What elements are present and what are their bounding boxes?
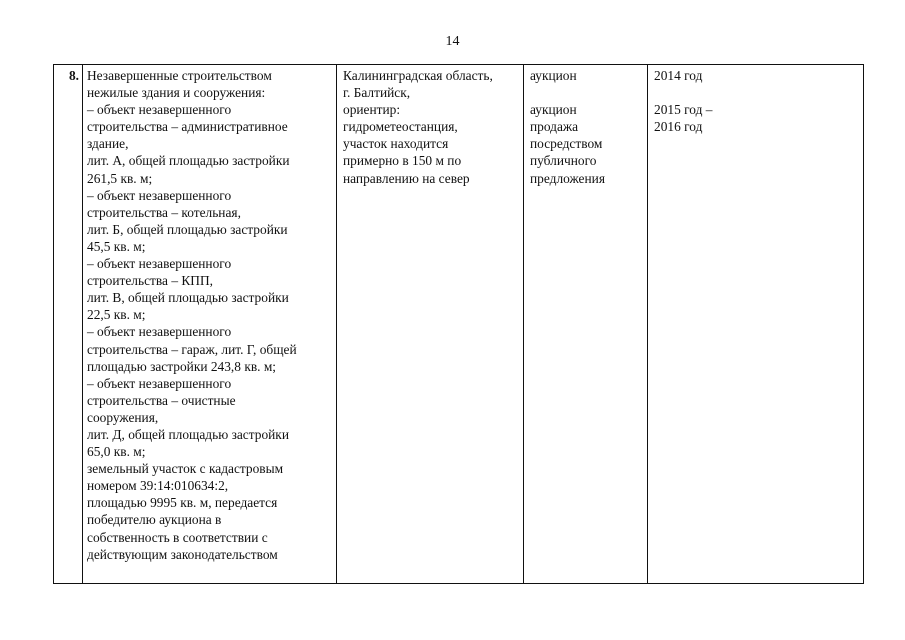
description-line: – объект незавершенного bbox=[87, 187, 232, 203]
description-line: – объект незавершенного bbox=[87, 324, 232, 340]
method-first: аукцион bbox=[530, 68, 577, 83]
location-line: гидрометеостанция, bbox=[343, 119, 458, 135]
description-line: Незавершенные строительством bbox=[87, 68, 272, 83]
location-line: ориентир: bbox=[343, 102, 401, 118]
description-line: сооружения, bbox=[87, 409, 159, 425]
term-line: 2016 год bbox=[654, 119, 703, 135]
description-line: здание, bbox=[87, 136, 129, 152]
description-line: – объект незавершенного bbox=[87, 375, 232, 391]
spacer bbox=[530, 84, 644, 101]
description-line: 65,0 кв. м; bbox=[87, 444, 146, 460]
term-first: 2014 год bbox=[654, 68, 703, 83]
property-description bbox=[83, 65, 337, 584]
page-number: 14 bbox=[445, 34, 460, 49]
row-number: 8. bbox=[54, 65, 83, 584]
description-line: – объект незавершенного bbox=[87, 102, 232, 118]
description-line: строительства – КПП, bbox=[87, 273, 213, 289]
description-line: лит. Б, общей площадью застройки bbox=[87, 221, 288, 237]
table-row bbox=[54, 65, 864, 584]
description-line: строительства – административное bbox=[87, 119, 288, 135]
method-line: посредством bbox=[530, 136, 603, 152]
description-line: строительства – очистные bbox=[87, 392, 236, 408]
privatization-method bbox=[524, 65, 648, 584]
description-line: номером 39:14:010634:2, bbox=[87, 478, 229, 494]
property-location bbox=[337, 65, 524, 584]
description-line: лит. Д, общей площадью застройки bbox=[87, 426, 289, 442]
location-line: Калининградская область, bbox=[343, 68, 493, 83]
description-line: – объект незавершенного bbox=[87, 256, 232, 272]
privatization-term bbox=[648, 65, 864, 584]
privatization-table bbox=[53, 64, 864, 584]
description-line: 261,5 кв. м; bbox=[87, 170, 153, 186]
method-line: публичного bbox=[530, 153, 597, 169]
method-line: предложения bbox=[530, 170, 605, 186]
description-line: строительства – гараж, лит. Г, общей bbox=[87, 341, 297, 357]
description-line: нежилые здания и сооружения: bbox=[87, 85, 266, 101]
location-line: направлению на север bbox=[343, 170, 470, 186]
description-line: собственность в соответствии с bbox=[87, 529, 268, 545]
spacer bbox=[654, 84, 860, 101]
description-line: лит. А, общей площадью застройки bbox=[87, 153, 290, 169]
location-line: г. Балтийск, bbox=[343, 85, 411, 101]
description-line: 45,5 кв. м; bbox=[87, 238, 146, 254]
method-line: продажа bbox=[530, 119, 579, 135]
method-line: аукцион bbox=[530, 102, 577, 118]
description-line: земельный участок с кадастровым bbox=[87, 461, 284, 477]
location-line: участок находится bbox=[343, 136, 449, 152]
description-line: 22,5 кв. м; bbox=[87, 307, 146, 323]
description-line: победителю аукциона в bbox=[87, 512, 222, 528]
description-line: площадью застройки 243,8 кв. м; bbox=[87, 358, 277, 374]
description-line: площадью 9995 кв. м, передается bbox=[87, 495, 278, 511]
description-line: лит. В, общей площадью застройки bbox=[87, 290, 289, 306]
term-line: 2015 год – bbox=[654, 102, 713, 118]
location-line: примерно в 150 м по bbox=[343, 153, 462, 169]
description-line: строительства – котельная, bbox=[87, 204, 241, 220]
description-line: действующим законодательством bbox=[87, 546, 278, 562]
